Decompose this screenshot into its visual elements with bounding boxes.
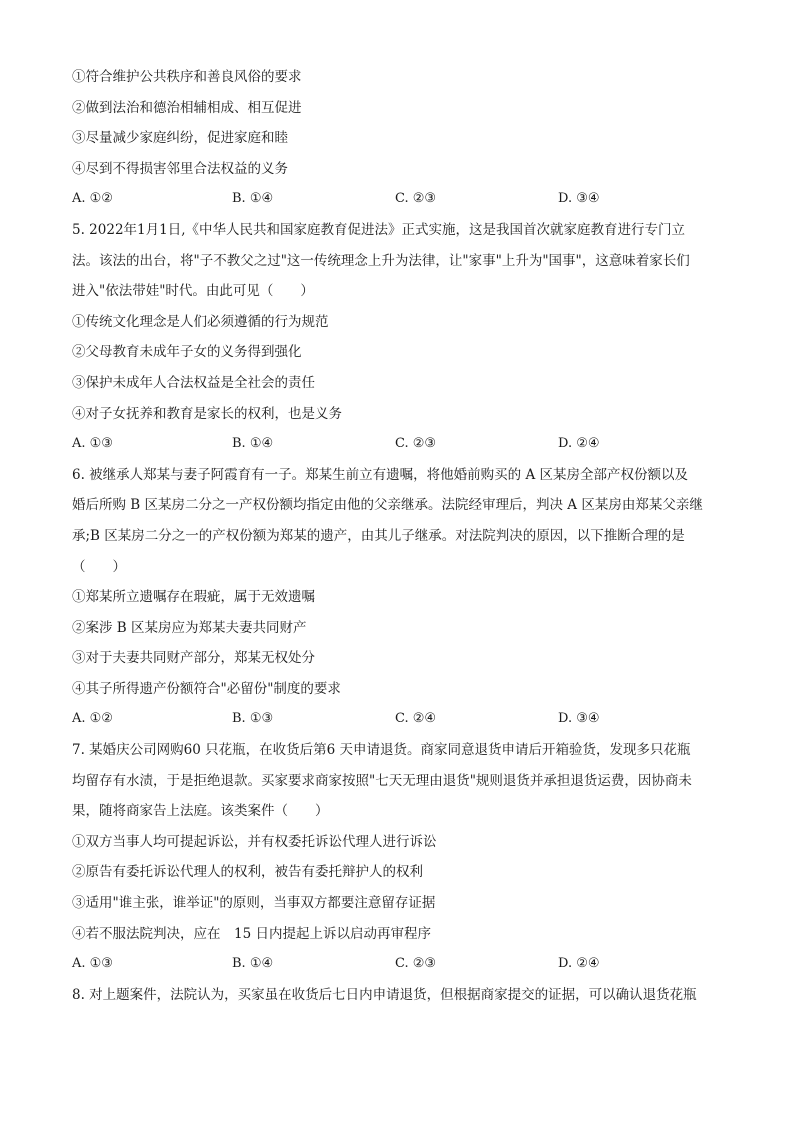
q5-statement-1: ①传统文化理念是人们必须遵循的行为规范 bbox=[72, 313, 329, 330]
question-7-block bbox=[72, 735, 722, 980]
q4-option-c: C. ②③ bbox=[395, 191, 437, 207]
q6-statement-3: ③对于夫妻共同财产部分，郑某无权处分 bbox=[72, 650, 315, 667]
q6-option-d: D. ③④ bbox=[558, 711, 600, 727]
q7-stem-line-2: 均留存有水渍，于是拒绝退款。买家要求商家按照"七天无理由退货"规则退货并承担退货运费，因协商未 bbox=[72, 772, 692, 789]
q4-option-d: D. ③④ bbox=[558, 191, 600, 207]
q5-statement-2: ②父母教育未成年子女的义务得到强化 bbox=[72, 344, 302, 361]
q7-option-d: D. ②④ bbox=[558, 956, 600, 972]
q4-statement-3: ③尽量减少家庭纠纷，促进家庭和睦 bbox=[72, 130, 288, 147]
q7-option-a: A. ①③ bbox=[72, 956, 113, 972]
q7-options bbox=[72, 949, 722, 980]
q6-statement-4: ④其子所得遗产份额符合"必留份"制度的要求 bbox=[72, 680, 341, 697]
q6-option-a: A. ①② bbox=[72, 711, 113, 727]
q4-option-a: A. ①② bbox=[72, 191, 113, 207]
q5-statement-3: ③保护未成年人合法权益是全社会的责任 bbox=[72, 374, 315, 391]
q5-option-d: D. ②④ bbox=[558, 436, 600, 452]
q6-statement-2: ②案涉 B 区某房应为郑某夫妻共同财产 bbox=[72, 619, 307, 636]
exam-page bbox=[72, 62, 722, 1010]
q4-statement-1: ①符合维护公共秩序和善良风俗的要求 bbox=[72, 69, 302, 85]
q5-option-b: B. ①④ bbox=[232, 436, 274, 452]
q7-stem-line-1: 7. 某婚庆公司网购60 只花瓶，在收货后第6 天申请退货。商家同意退货申请后开箱验货，发现多只花瓶 bbox=[72, 742, 691, 759]
q6-stem-line-2: 婚后所购 B 区某房二分之一产权份额均指定由他的父亲继承。法院经审理后，判决 A 区某房由郑某父亲继 bbox=[72, 497, 703, 514]
q7-statement-3: ③适用"谁主张，谁举证"的原则，当事双方都要注意留存证据 bbox=[72, 895, 436, 912]
q7-statement-4: ④若不服法院判决，应在 15 日内提起上诉以启动再审程序 bbox=[72, 925, 431, 942]
q5-statement-4: ④对子女抚养和教育是家长的权利，也是义务 bbox=[72, 405, 342, 422]
q4-statement-4: ④尽到不得损害邻里合法权益的义务 bbox=[72, 160, 288, 177]
q4-option-b: B. ①④ bbox=[232, 191, 274, 207]
q5-option-c: C. ②③ bbox=[395, 436, 437, 452]
q5-stem-line-2: 法。该法的出台，将"子不教父之过"这一传统理念上升为法律，让"家事"上升为"国事"，这意味着家长们 bbox=[72, 252, 690, 269]
question-6-block bbox=[72, 460, 722, 735]
q4-statement-2: ②做到法治和德治相辅相成、相互促进 bbox=[72, 99, 302, 116]
q5-options bbox=[72, 429, 722, 460]
q7-statement-1: ①双方当事人均可提起诉讼，并有权委托诉讼代理人进行诉讼 bbox=[72, 833, 437, 850]
question-5-block bbox=[72, 215, 722, 460]
q6-stem-line-4: （ ） bbox=[72, 558, 126, 575]
q6-statement-1: ①郑某所立遗嘱存在瑕疵，属于无效遗嘱 bbox=[72, 589, 315, 606]
q7-option-c: C. ②③ bbox=[395, 956, 437, 972]
q5-stem-line-3: 进入"依法带娃"时代。由此可见（ ） bbox=[72, 283, 314, 300]
question-8-block bbox=[72, 980, 722, 1011]
q7-statement-2: ②原告有委托诉讼代理人的权利，被告有委托辩护人的权利 bbox=[72, 864, 423, 881]
question-4-block bbox=[72, 62, 722, 215]
q6-stem-line-1: 6. 被继承人郑某与妻子阿霞育有一子。郑某生前立有遗嘱，将他婚前购买的 A 区某房全部产权份额以及 bbox=[72, 466, 689, 483]
q6-stem-line-3: 承;B 区某房二分之一的产权份额为郑某的遗产，由其儿子继承。对法院判决的原因，以下推断合理的是 bbox=[72, 527, 685, 544]
q6-option-b: B. ①③ bbox=[232, 711, 274, 727]
q7-option-b: B. ①④ bbox=[232, 956, 274, 972]
q5-option-a: A. ①③ bbox=[72, 436, 113, 452]
q7-stem-line-3: 果，随将商家告上法庭。该类案件（ ） bbox=[72, 803, 329, 820]
q5-stem-line-1: 5. 2022年1月1日,《中华人民共和国家庭教育促进法》正式实施，这是我国首次就家庭教育进行专门立 bbox=[72, 221, 685, 238]
q6-options bbox=[72, 704, 722, 735]
q4-options bbox=[72, 184, 722, 215]
q8-stem-line-1: 8. 对上题案件，法院认为，买家虽在收货后七日内申请退货，但根据商家提交的证据，可以确认退货花瓶 bbox=[72, 986, 697, 1003]
q6-option-c: C. ②④ bbox=[395, 711, 437, 727]
